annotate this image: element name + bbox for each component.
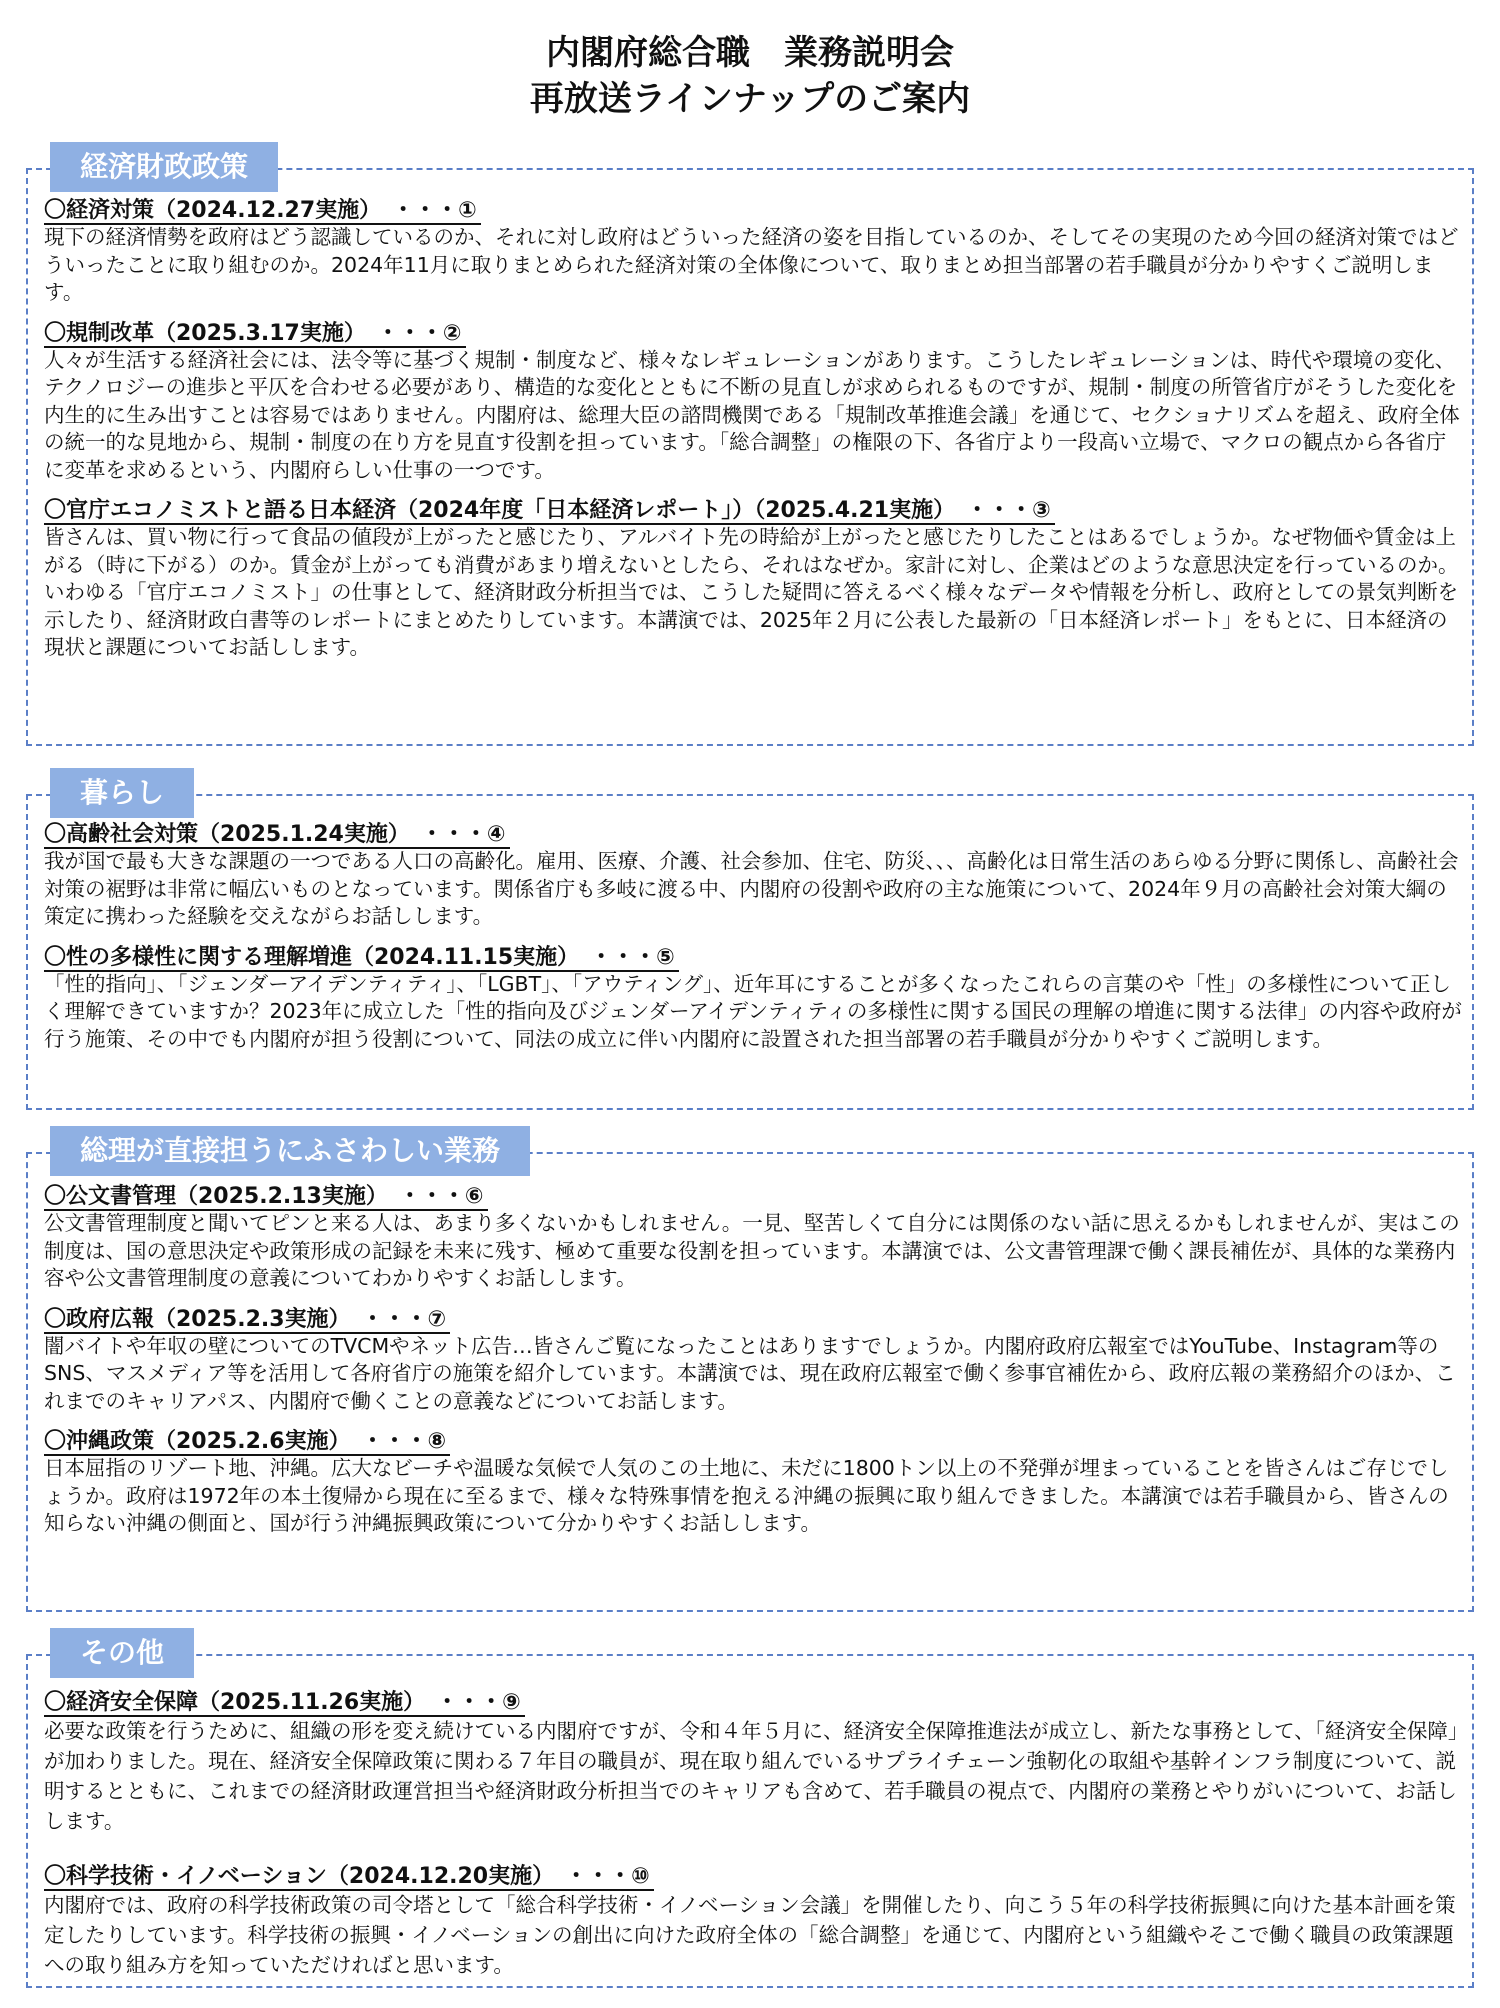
lecture-entry [44,1864,1464,1980]
lecture-heading: 〇政府広報（2025.2.3実施） ・・・⑦ [44,1307,1464,1333]
lecture-heading: 〇高齢社会対策（2025.1.24実施） ・・・④ [44,822,1464,848]
lecture-heading: 〇規制改革（2025.3.17実施） ・・・② [44,321,1464,347]
section-body [44,198,1464,676]
lecture-heading: 〇経済安全保障（2025.11.26実施） ・・・⑨ [44,1690,1464,1716]
lecture-description: 現下の経済情勢を政府はどう認識しているのか、それに対し政府はどういった経済の姿を目指しているのか、そしてその実現のため今回の経済対策ではどういったことに取り組むのか。2024年11月に取りまとめられた経済対策の全体像について、取りまとめ担当部署の若手職員が分かりやすくご説明します。 [44,225,1459,304]
section-body [44,1690,1464,2008]
lecture-entry [44,945,1464,1054]
section-other [26,1636,1474,1988]
lecture-description: 我が国で最も大きな課題の一つである人口の高齢化。雇用、医療、介護、社会参加、住宅、防災、、、高齢化は日常生活のあらゆる分野に関係し、高齢社会対策の裾野は非常に幅広いものとなっています。関係省庁も多岐に渡る中、内閣府の役割や政府の主な施策について、2024年９月の高齢社会対策大綱の策定に携わった経験を交えながらお話しします。 [44,849,1459,928]
lecture-description: 「性的指向」、「ジェンダーアイデンティティ」、「LGBT」、「アウティング」、近年耳にすることが多くなったこれらの言葉のや「性」の多様性について正しく理解できていますか？2023年に成立した「性的指向及びジェンダーアイデンティティの多様性に関する国民の理解の増進に関する法律」の内容や政府が行う施策、その中でも内閣府が担う役割について、同法の成立に伴い内閣府に設置された担当部署の若手職員が分かりやすくご説明します。 [44,971,1462,1051]
title-line-1: 内閣府総合職 業務説明会 [546,33,954,73]
section-prime-minister-duties [26,1134,1474,1612]
lecture-description: 人々が生活する経済社会には、法令等に基づく規制・制度など、様々なレギュレーションがあります。こうしたレギュレーションは、時代や環境の変化、テクノロジーの進歩と平仄を合わせる必要があり、構造的な変化とともに不断の見直しが求められるものですが、規制・制度の所管省庁がそうした変化を内生的に生み出すことは容易ではありません。内閣府は、総理大臣の諮問機関である「規制改革推進会議」を通じて、セクショナリズムを超え、政府全体の統一的な見地から、規制・制度の在り方を見直す役割を担っています。「総合調整」の権限の下、各省庁より一段高い立場で、マクロの観点から各省庁に変革を求めるという、内閣府らしい仕事の一つです。 [44,347,1460,482]
lecture-entry [44,1429,1464,1538]
lecture-entry [44,498,1464,662]
lecture-entry [44,321,1464,485]
lecture-heading: 〇沖縄政策（2025.2.6実施） ・・・⑧ [44,1429,1464,1455]
lecture-description: 必要な政策を行うために、組織の形を変え続けている内閣府ですが、令和４年５月に、経済安全保障推進法が成立し、新たな事務として、「経済安全保障」が加わりました。現在、経済安全保障政策に関わる７年目の職員が、現在取り組んでいるサプライチェーン強靭化の取組や基幹インフラ制度について、説明するとともに、これまでの経済財政運営担当や経済財政分析担当でのキャリアも含めて、若手職員の視点で、内閣府の業務とやりがいについて、お話しします。 [44,1719,1459,1833]
lecture-entry [44,1307,1464,1416]
lecture-description: 内閣府では、政府の科学技術政策の司令塔として「総合科学技術・イノベーション会議」を開催したり、向こう５年の科学技術振興に向けた基本計画を策定したりしています。科学技術の振興・イノベーションの創出に向けた政府全体の「総合調整」を通じて、内閣府という組織やそこで働く職員の政策課題への取り組み方を知っていただければと思います。 [44,1893,1456,1977]
section-label: その他 [50,1628,194,1678]
lecture-heading: 〇官庁エコノミストと語る日本経済（2024年度「日本経済レポート」）（2025.4.21実施） ・・・③ [44,498,1464,524]
lecture-description: 闇バイトや年収の壁についてのTVCMやネット広告…皆さんご覧になったことはありますでしょうか。内閣府政府広報室ではYouTube、Instagram等のSNS、マスメディア等を活用して各府省庁の施策を紹介しています。本講演では、現在政府広報室で働く参事官補佐から、政府広報の業務紹介のほか、これまでのキャリアパス、内閣府で働くことの意義などについてお話します。 [44,1333,1456,1413]
section-label: 暮らし [50,768,194,818]
lecture-description: 公文書管理制度と聞いてピンと来る人は、あまり多くないかもしれません。一見、堅苦しくて自分には関係のない話に思えるかもしれませんが、実はこの制度は、国の意思決定や政策形成の記録を未来に残す、極めて重要な役割を担っています。本講演では、公文書管理課で働く課長補佐が、具体的な業務内容や公文書管理制度の意義についてわかりやすくお話しします。 [44,1211,1460,1290]
lecture-entry [44,1690,1464,1836]
page-title [0,30,1500,122]
lecture-heading: 〇経済対策（2024.12.27実施） ・・・① [44,198,1464,224]
section-label: 経済財政政策 [50,142,278,192]
lecture-description: 日本屈指のリゾート地、沖縄。広大なビーチや温暖な気候で人気のこの土地に、未だに1800トン以上の不発弾が埋まっていることを皆さんはご存じでしょうか。政府は1972年の本土復帰から現在に至るまで、様々な特殊事情を抱える沖縄の振興に取り組んできました。本講演では若手職員から、皆さんの知らない沖縄の側面と、国が行う沖縄振興政策について分かりやすくお話しします。 [44,1456,1449,1535]
lecture-heading: 〇科学技術・イノベーション（2024.12.20実施） ・・・⑩ [44,1864,1464,1890]
section-daily-life [26,776,1474,1110]
lecture-entry [44,822,1464,931]
lecture-entry [44,198,1464,307]
lecture-heading: 〇性の多様性に関する理解増進（2024.11.15実施） ・・・⑤ [44,945,1464,971]
section-body [44,1184,1464,1552]
lecture-entry [44,1184,1464,1293]
lecture-description: 皆さんは、買い物に行って食品の値段が上がったと感じたり、アルバイト先の時給が上がったと感じたりしたことはあるでしょうか。なぜ物価や賃金は上がる（時に下がる）のか。賃金が上がっても消費があまり増えないとしたら、それはなぜか。家計に対し、企業はどのような意思決定を行っているのか。いわゆる「官庁エコノミスト」の仕事として、経済財政分析担当では、こうした疑問に答えるべく様々なデータや情報を分析し、政府としての景気判断を示したり、経済財政白書等のレポートにまとめたりしています。本講演では、2025年２月に公表した最新の「日本経済レポート」をもとに、日本経済の現状と課題についてお話しします。 [44,525,1459,659]
section-body [44,822,1464,1067]
section-label: 総理が直接担うにふさわしい業務 [50,1126,530,1176]
section-economic-fiscal-policy [26,150,1474,746]
lecture-heading: 〇公文書管理（2025.2.13実施） ・・・⑥ [44,1184,1464,1210]
title-line-2: 再放送ラインナップのご案内 [529,79,971,119]
